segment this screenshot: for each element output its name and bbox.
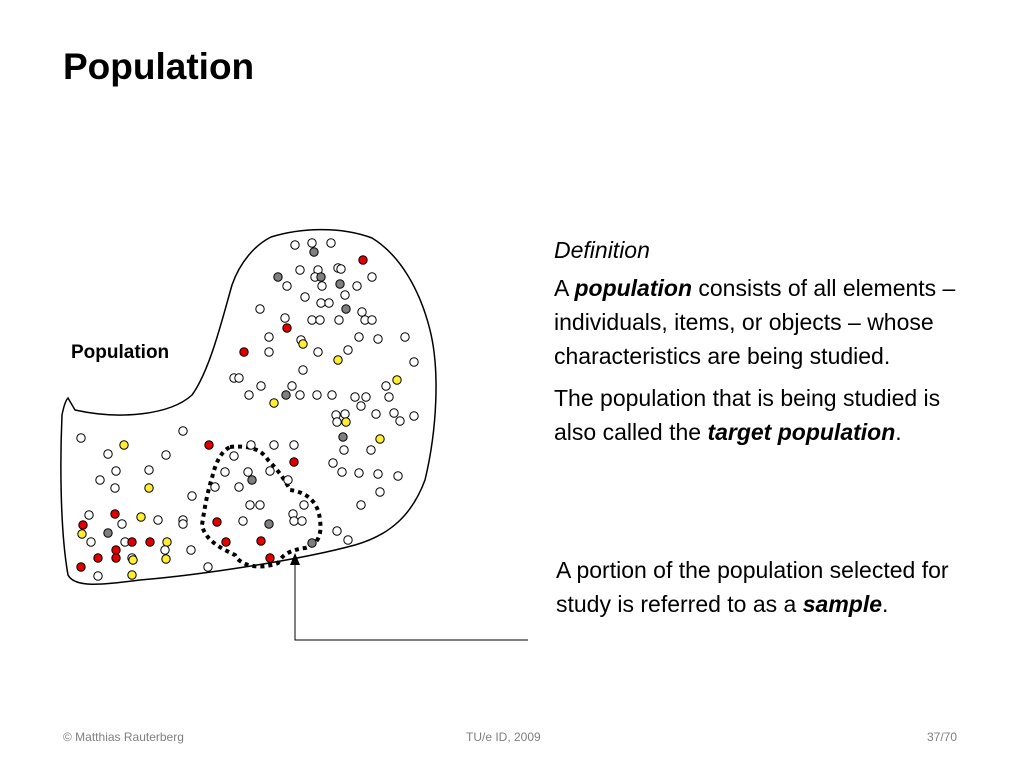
yellow-dot — [137, 513, 145, 521]
definition-paragraph-1 — [554, 271, 974, 373]
white-dot — [265, 333, 273, 341]
white-dot — [341, 410, 349, 418]
definition-p1-before: A — [554, 275, 575, 301]
sample-text-before: A portion of the population selected for study is referred to as a — [556, 557, 949, 617]
white-dot — [145, 466, 153, 474]
white-dot — [368, 316, 376, 324]
red-dot — [128, 538, 136, 546]
white-dot — [316, 316, 324, 324]
red-dot — [112, 546, 120, 554]
white-dot — [162, 451, 170, 459]
white-dot — [288, 382, 296, 390]
gray-dot — [308, 539, 316, 547]
gray-dot — [282, 391, 290, 399]
sample-text-block — [556, 553, 976, 621]
definition-p2-after: . — [895, 419, 902, 445]
white-dot — [204, 563, 212, 571]
white-dot — [179, 520, 187, 528]
gray-dot — [265, 520, 273, 528]
white-dot — [290, 517, 298, 525]
white-dot — [94, 572, 102, 580]
yellow-dot — [299, 340, 307, 348]
footer-page-number: 37/70 — [927, 730, 958, 744]
white-dot — [85, 511, 93, 519]
term-population: population — [574, 275, 692, 301]
white-dot — [340, 446, 348, 454]
white-dot — [367, 446, 375, 454]
white-dot — [96, 476, 104, 484]
white-dot — [313, 391, 321, 399]
white-dot — [318, 282, 326, 290]
white-dot — [357, 402, 365, 410]
white-dot — [298, 517, 306, 525]
gray-dot — [336, 280, 344, 288]
white-dot — [77, 434, 85, 442]
white-dot — [161, 546, 169, 554]
white-dot — [328, 391, 336, 399]
definition-block — [554, 233, 974, 457]
white-dot — [187, 546, 195, 554]
footer-center: TU/e ID, 2009 — [466, 730, 541, 744]
white-dot — [333, 527, 341, 535]
white-dot — [337, 265, 345, 273]
yellow-dot — [128, 571, 136, 579]
white-dot — [299, 366, 307, 374]
definition-p2-before: The population that is being studied is also called the — [554, 385, 941, 445]
white-dot — [344, 346, 352, 354]
white-dot — [394, 472, 402, 480]
white-dot — [374, 335, 382, 343]
white-dot — [291, 241, 299, 249]
white-dot — [235, 483, 243, 491]
white-dot — [239, 517, 247, 525]
red-dot — [146, 538, 154, 546]
red-dot — [111, 510, 119, 518]
red-dot — [257, 537, 265, 545]
white-dot — [244, 468, 252, 476]
white-dot — [300, 501, 308, 509]
dots-layer — [77, 239, 418, 580]
gray-dot — [339, 433, 347, 441]
red-dot — [283, 324, 291, 332]
gray-dot — [274, 273, 282, 281]
white-dot — [327, 239, 335, 247]
gray-dot — [310, 248, 318, 256]
white-dot — [325, 299, 333, 307]
white-dot — [338, 468, 346, 476]
white-dot — [410, 358, 418, 366]
white-dot — [111, 484, 119, 492]
red-dot — [240, 348, 248, 356]
white-dot — [154, 516, 162, 524]
white-dot — [245, 391, 253, 399]
white-dot — [382, 382, 390, 390]
white-dot — [179, 427, 187, 435]
red-dot — [112, 554, 120, 562]
white-dot — [270, 441, 278, 449]
white-dot — [396, 417, 404, 425]
white-dot — [410, 412, 418, 420]
white-dot — [230, 452, 238, 460]
white-dot — [281, 314, 289, 322]
white-dot — [290, 441, 298, 449]
white-dot — [317, 299, 325, 307]
white-dot — [335, 316, 343, 324]
white-dot — [301, 293, 309, 301]
red-dot — [77, 563, 85, 571]
population-outline — [61, 230, 436, 585]
gray-dot — [248, 476, 256, 484]
white-dot — [235, 374, 243, 382]
yellow-dot — [129, 556, 137, 564]
white-dot — [368, 273, 376, 281]
definition-paragraph-2 — [554, 381, 974, 449]
white-dot — [266, 467, 274, 475]
white-dot — [353, 282, 361, 290]
white-dot — [357, 501, 365, 509]
yellow-dot — [120, 441, 128, 449]
white-dot — [355, 469, 363, 477]
white-dot — [247, 441, 255, 449]
white-dot — [362, 393, 370, 401]
yellow-dot — [270, 399, 278, 407]
red-dot — [213, 518, 221, 526]
footer-author: © Matthias Rauterberg — [63, 730, 184, 744]
white-dot — [296, 391, 304, 399]
sample-text-after: . — [882, 591, 889, 617]
yellow-dot — [376, 435, 384, 443]
white-dot — [87, 538, 95, 546]
yellow-dot — [78, 530, 86, 538]
definition-p1-after: consists of all elements – individuals, items, or objects – whose characteristics are being studied. — [554, 275, 956, 369]
red-dot — [266, 554, 274, 562]
white-dot — [390, 409, 398, 417]
red-dot — [79, 521, 87, 529]
white-dot — [385, 393, 393, 401]
white-dot — [246, 501, 254, 509]
white-dot — [112, 467, 120, 475]
white-dot — [211, 483, 219, 491]
white-dot — [401, 333, 409, 341]
white-dot — [344, 536, 352, 544]
white-dot — [283, 282, 291, 290]
gray-dot — [317, 273, 325, 281]
white-dot — [308, 316, 316, 324]
yellow-dot — [145, 484, 153, 492]
white-dot — [256, 501, 264, 509]
white-dot — [265, 348, 273, 356]
white-dot — [308, 239, 316, 247]
white-dot — [284, 476, 292, 484]
yellow-dot — [342, 418, 350, 426]
red-dot — [222, 538, 230, 546]
definition-heading: Definition — [554, 237, 650, 263]
white-dot — [296, 266, 304, 274]
yellow-dot — [334, 356, 342, 364]
red-dot — [290, 458, 298, 466]
white-dot — [358, 308, 366, 316]
red-dot — [205, 441, 213, 449]
white-dot — [188, 492, 196, 500]
page-title: Population — [63, 46, 255, 87]
white-dot — [118, 520, 126, 528]
term-sample: sample — [802, 591, 882, 617]
yellow-dot — [162, 555, 170, 563]
white-dot — [333, 418, 341, 426]
white-dot — [355, 333, 363, 341]
population-label: Population — [71, 342, 170, 363]
white-dot — [257, 382, 265, 390]
white-dot — [104, 450, 112, 458]
white-dot — [221, 468, 229, 476]
white-dot — [372, 410, 380, 418]
red-dot — [94, 554, 102, 562]
gray-dot — [342, 305, 350, 313]
white-dot — [374, 470, 382, 478]
yellow-dot — [163, 538, 171, 546]
white-dot — [314, 348, 322, 356]
white-dot — [341, 291, 349, 299]
white-dot — [376, 488, 384, 496]
red-dot — [359, 256, 367, 264]
sample-arrow-line — [295, 562, 528, 640]
white-dot — [256, 305, 264, 313]
white-dot — [351, 393, 359, 401]
term-target-population: target population — [707, 419, 896, 445]
gray-dot — [104, 529, 112, 537]
yellow-dot — [393, 376, 401, 384]
white-dot — [329, 459, 337, 467]
